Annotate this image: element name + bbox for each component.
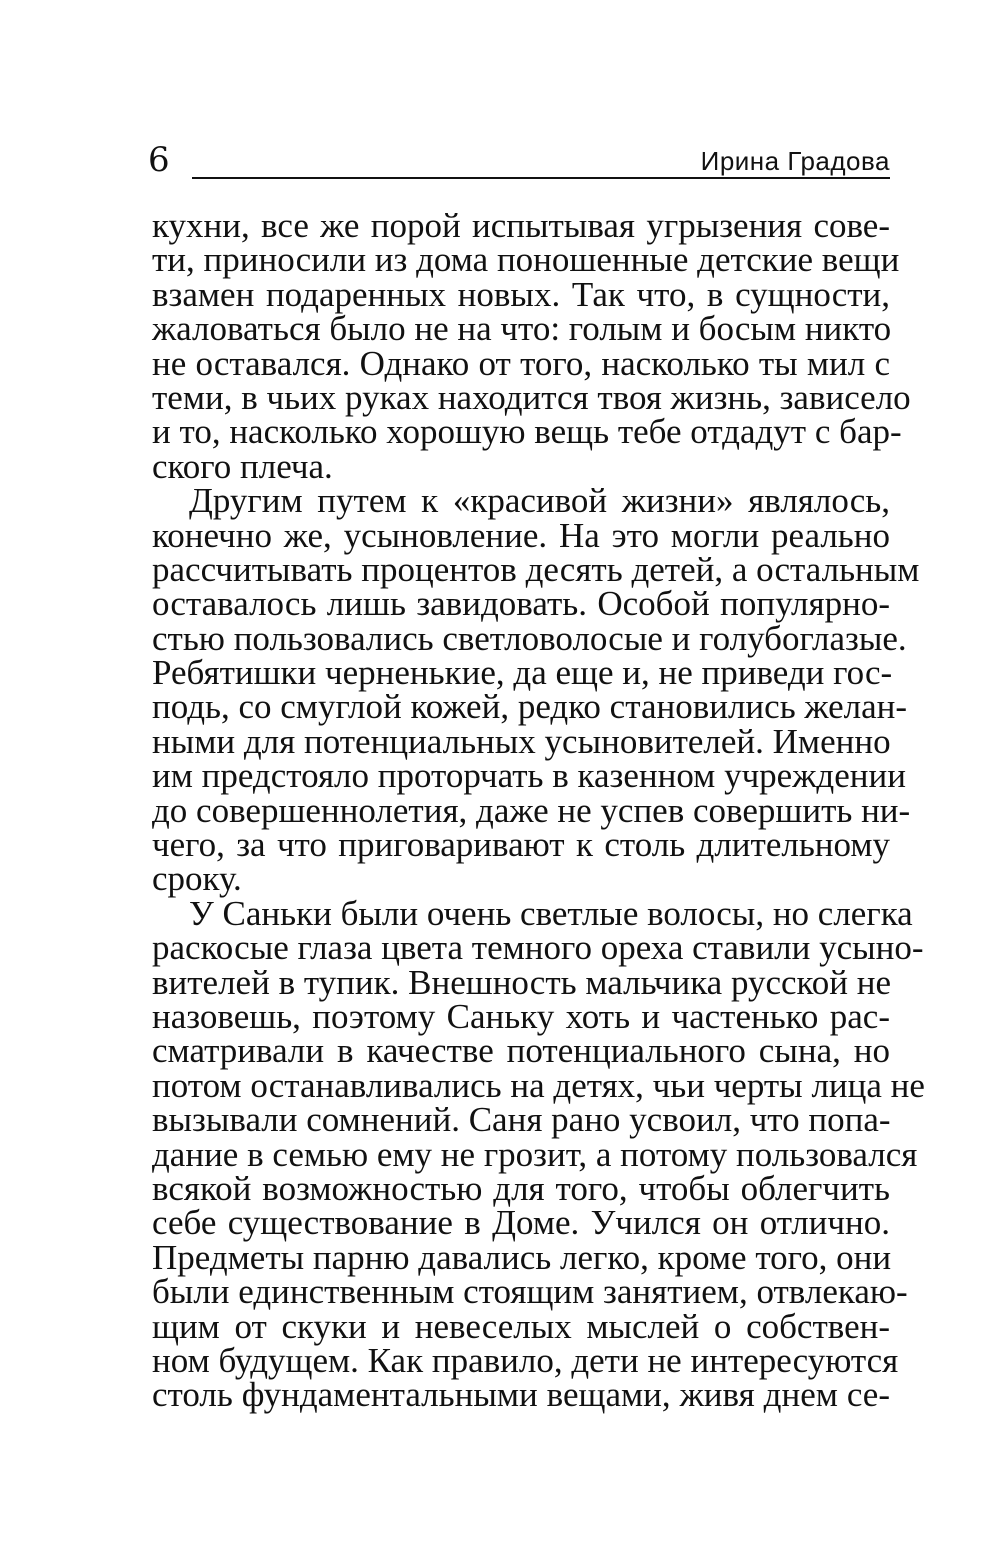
paragraph bbox=[152, 893, 925, 1415]
page-number: 6 bbox=[148, 140, 170, 180]
text-line: раскосые глаза цвета темного ореха ставили усыно- bbox=[152, 928, 924, 968]
running-header-author: Ирина Градова bbox=[700, 146, 890, 176]
text-line: кухни, все же порой испытывая угрызения сове- bbox=[152, 206, 890, 245]
text-line: щим от скуки и невеселых мыслей о собствен- bbox=[152, 1306, 890, 1346]
body-text bbox=[152, 206, 925, 1415]
paragraph bbox=[152, 481, 920, 899]
text-line: сроку. bbox=[152, 859, 242, 899]
text-line: вызывали сомнений. Саня рано усвоил, что попа- bbox=[152, 1100, 891, 1140]
text-line: жаловаться было не на что: голым и босым никто bbox=[152, 309, 892, 349]
text-line: были единственным стоящим занятием, отвлекаю- bbox=[152, 1272, 908, 1312]
text-line: столь фундаментальными вещами, живя днем се- bbox=[152, 1375, 890, 1415]
text-line: Ребятишки черненькие, да еще и, не приведи гос- bbox=[152, 653, 893, 693]
text-line: всякой возможностью для того, чтобы облегчить bbox=[152, 1168, 890, 1208]
text-line: теми, в чьих руках находится твоя жизнь, зависело bbox=[152, 377, 911, 417]
text-line: потом останавливались на детях, чьи черты лица не bbox=[152, 1065, 925, 1105]
text-line: и то, насколько хорошую вещь тебе отдадут с бар- bbox=[152, 412, 902, 452]
text-line: У Саньки были очень светлые волосы, но слегка bbox=[189, 893, 913, 933]
text-line: ского плеча. bbox=[152, 446, 333, 486]
text-line: ными для потенциальных усыновителей. Именно bbox=[152, 721, 891, 761]
text-line: себе существование в Доме. Учился он отлично. bbox=[152, 1203, 890, 1243]
text-line: до совершеннолетия, даже не успев совершить ни- bbox=[152, 790, 911, 830]
text-line: Другим путем к «красивой жизни» являлось, bbox=[189, 481, 890, 521]
text-line: дание в семью ему не грозит, а потому пользовался bbox=[152, 1134, 918, 1174]
text-line: назовешь, поэтому Саньку хоть и частенько рас- bbox=[152, 996, 890, 1036]
header-rule bbox=[192, 177, 890, 179]
text-line: им предстояло проторчать в казенном учреждении bbox=[152, 756, 906, 796]
text-line: взамен подаренных новых. Так что, в сущности, bbox=[152, 274, 890, 314]
text-line: ном будущем. Как правило, дети не интересуются bbox=[152, 1340, 899, 1380]
text-line: рассчитывать процентов десять детей, а остальным bbox=[152, 549, 920, 589]
text-line: вителей в тупик. Внешность мальчика русской не bbox=[152, 962, 892, 1002]
text-line: стью пользовались светловолосые и голубоглазые. bbox=[152, 618, 907, 658]
text-line: оставалось лишь завидовать. Особой популярно- bbox=[152, 584, 890, 624]
text-line: подь, со смуглой кожей, редко становились желан- bbox=[152, 687, 908, 727]
text-line: ти, приносили из дома поношенные детские вещи bbox=[152, 240, 900, 280]
text-line: чего, за что приговаривают к столь длительному bbox=[152, 825, 890, 865]
text-line: конечно же, усыновление. На это могли реально bbox=[152, 515, 890, 555]
text-line: не оставался. Однако от того, насколько ты мил с bbox=[152, 343, 890, 383]
paragraph bbox=[152, 206, 911, 486]
text-line: Предметы парню давались легко, кроме того, они bbox=[152, 1237, 892, 1277]
text-line: сматривали в качестве потенциального сына, но bbox=[152, 1031, 890, 1071]
